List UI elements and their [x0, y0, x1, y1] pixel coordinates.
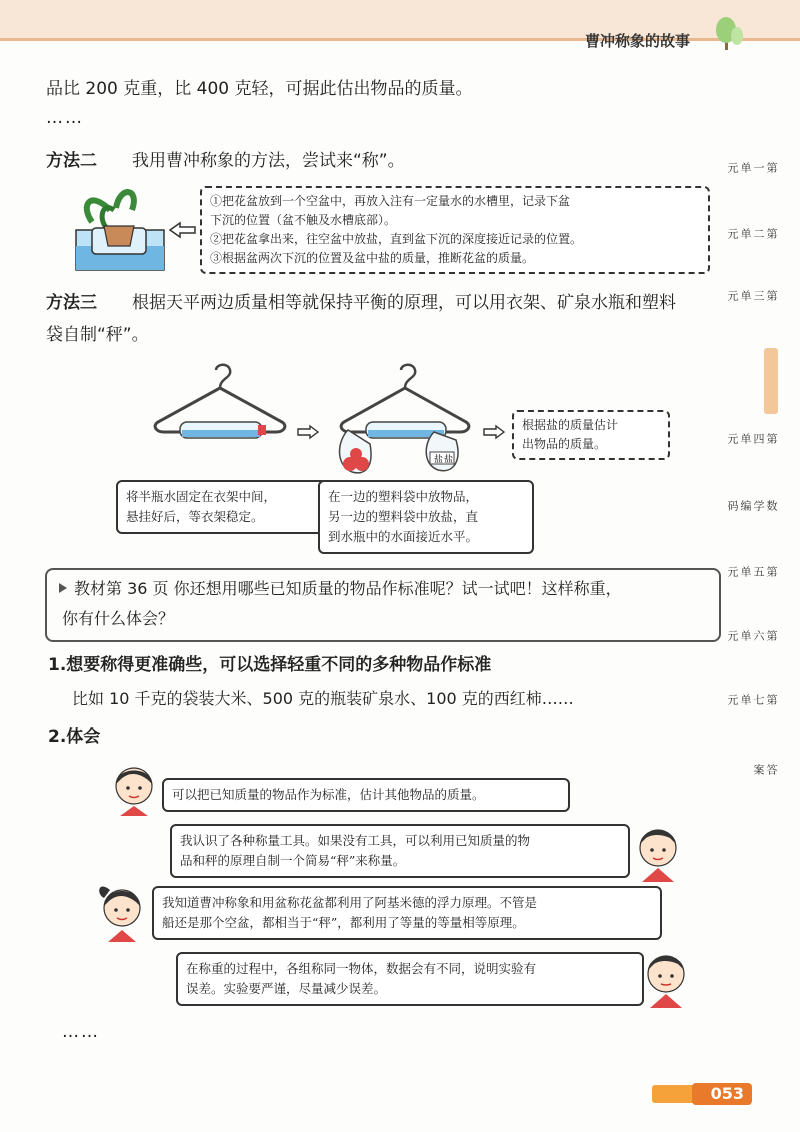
step-1-cont: 下沉的位置（盆不触及水槽底部）。: [210, 213, 397, 227]
intro-line: 品比 200 克重，比 400 克轻，可据此估出物品的质量。: [46, 79, 473, 99]
girl-ponytail-avatar: [94, 880, 150, 944]
step-2: ②把花盆拿出来，往空盆中放盐，直到盆下沉的深度接近记录的位置。: [210, 232, 583, 246]
dialog-3-line-1: 我知道曹冲称象和用盆称花盆都利用了阿基米德的浮力原理。不管是: [162, 895, 538, 910]
tab-answers[interactable]: 答案: [752, 764, 778, 775]
tab-unit-6[interactable]: 第六单元: [726, 630, 778, 641]
hanger-instruction-bubble: [116, 480, 328, 534]
tab-current[interactable]: [764, 348, 778, 414]
result-line-1: 根据盐的质量估计: [522, 418, 619, 432]
dialog-2-line-2: 品和秤的原理自制一个简易“秤”来称量。: [180, 853, 406, 868]
method2-label: 方法二: [46, 151, 97, 171]
salt-label: 盐: [434, 455, 444, 465]
method3-label: 方法三: [46, 293, 97, 313]
dialog-4-line-2: 误差。实验要严谨，尽量减少误差。: [186, 981, 387, 996]
dialog-bubble-4: [176, 952, 644, 1006]
chapter-title: 曹冲称象的故事: [584, 32, 690, 50]
girl-avatar: [108, 760, 160, 820]
textbook-prompt-line-1: 教材第 36 页 你还想用哪些已知质量的物品作标准呢？试一试吧！这样称重，: [74, 579, 622, 598]
dialog-bubble-3: [152, 886, 662, 940]
arrow-right-icon: [482, 424, 506, 440]
bag-instruction-bubble: [318, 480, 534, 554]
dialog-2-line-1: 我认识了各种称量工具。如果没有工具，可以利用已知质量的物: [180, 833, 531, 848]
tab-unit-1[interactable]: 第一单元: [726, 162, 778, 173]
point2-title: 2.体会: [48, 727, 101, 747]
salt-label-2: 盐: [444, 455, 454, 465]
method2-steps-box: [200, 186, 710, 274]
textbook-prompt-line-2: 你有什么体会？: [62, 609, 175, 628]
tab-math-code[interactable]: 数学编码: [726, 500, 778, 511]
point1-title: 1.想要称得更准确些，可以选择轻重不同的多种物品作标准: [48, 655, 492, 675]
point1-text: 比如 10 千克的袋装大米、500 克的瓶装矿泉水、100 克的西红柿……: [72, 689, 574, 708]
tab-unit-4[interactable]: 第四单元: [726, 433, 778, 444]
bubble-mid-line-2: 另一边的塑料袋中放盐，直: [328, 509, 479, 524]
tab-unit-2[interactable]: 第二单元: [726, 228, 778, 239]
ellipsis: ……: [46, 108, 84, 128]
tab-unit-5[interactable]: 第五单元: [726, 566, 778, 577]
step-1: ①把花盆放到一个空盆中，再放入注有一定量水的水槽里，记录下盆: [210, 194, 571, 208]
balanced-hanger-illustration: [330, 360, 480, 480]
result-box: [512, 410, 670, 460]
arrow-right-icon: [296, 424, 320, 440]
dialog-3-line-2: 船还是那个空盆，都相当于“秤”，都利用了等量的等量相等原理。: [162, 915, 525, 930]
dialog-bubble-1: [162, 778, 570, 812]
tab-unit-7[interactable]: 第七单元: [726, 694, 778, 705]
dialog-1-line-1: 可以把已知质量的物品作为标准，估计其他物品的质量。: [172, 787, 485, 802]
tree-icon: [712, 16, 744, 52]
flowerpot-in-tank-illustration: [70, 180, 170, 276]
dialog-4-line-1: 在称重的过程中，各组称同一物体，数据会有不同，说明实验有: [186, 961, 537, 976]
result-line-2: 出物品的质量。: [522, 437, 607, 451]
method2-text: 我用曹冲称象的方法，尝试来“称”。: [132, 151, 405, 171]
step-3: ③根据盆两次下沉的位置及盆中盐的质量，推断花盆的质量。: [210, 251, 535, 265]
boy-avatar-2: [640, 946, 692, 1010]
bubble-left-line-2: 悬挂好后，等衣架稳定。: [126, 509, 264, 524]
arrow-left-icon: [168, 220, 198, 240]
hanger-bottle-illustration: [150, 360, 290, 450]
tab-unit-3[interactable]: 第三单元: [726, 290, 778, 301]
play-triangle-icon: [58, 582, 68, 594]
dialog-bubble-2: [170, 824, 630, 878]
method3-text-2: 袋自制“秤”。: [46, 325, 149, 345]
bubble-mid-line-3: 到水瓶中的水面接近水平。: [328, 529, 479, 544]
bubble-mid-line-1: 在一边的塑料袋中放物品，: [328, 489, 479, 504]
bubble-left-line-1: 将半瓶水固定在衣架中间，: [126, 489, 277, 504]
page-number: 053: [710, 1084, 744, 1103]
method3-text-1: 根据天平两边质量相等就保持平衡的原理，可以用衣架、矿泉水瓶和塑料: [132, 293, 676, 313]
ellipsis-end: ……: [62, 1022, 100, 1042]
page-number-badge: [652, 1083, 752, 1105]
boy-avatar: [632, 820, 684, 884]
